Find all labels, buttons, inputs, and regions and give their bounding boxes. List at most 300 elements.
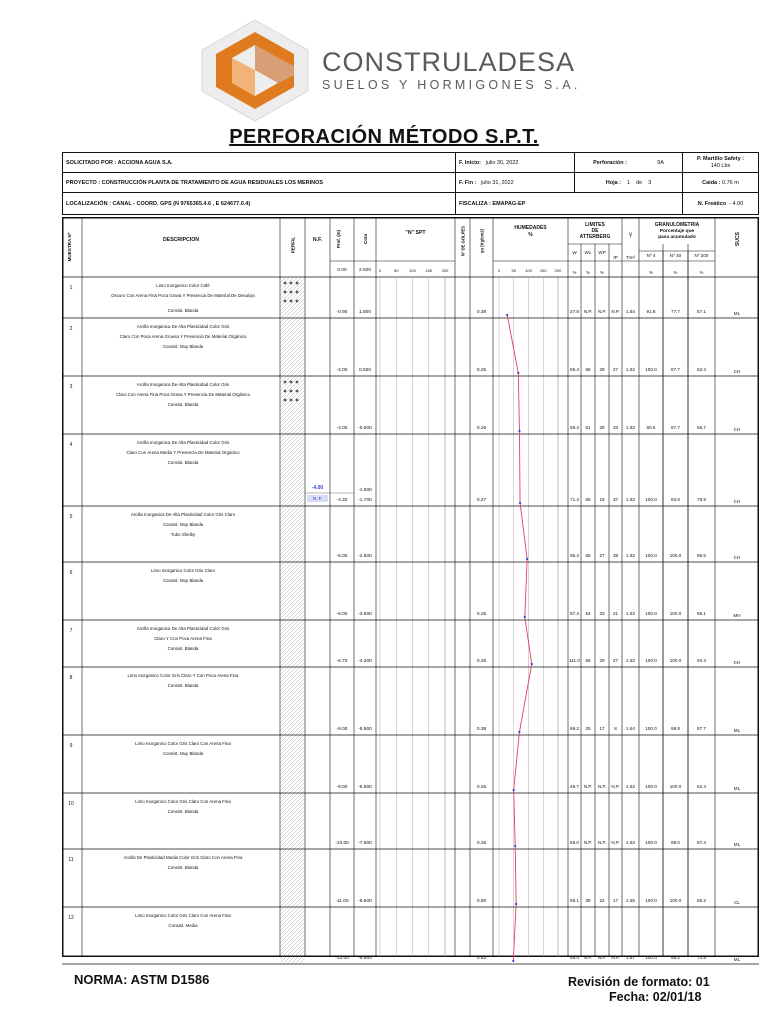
sample-number: 5	[69, 514, 73, 520]
sample-desc: Consist. Blanda	[167, 402, 199, 407]
sample-sucs: CH	[733, 369, 741, 374]
sample-sucs: CL	[734, 900, 740, 905]
sample-gamma: 1.63	[626, 840, 635, 845]
sample-qu: 0.63	[476, 956, 487, 961]
sample-ip: N.P.	[611, 955, 620, 960]
sample-n200: 62.4	[697, 784, 706, 789]
sample-desc: Arcilla Inorganica De Alta Plasticidad Color Gris	[136, 324, 230, 329]
sample-n4: 91.8	[646, 309, 656, 314]
humidity-point	[518, 731, 520, 733]
sample-prof: -11.00	[335, 899, 349, 904]
sample-n40: 87.7	[671, 367, 680, 372]
sample-wl: 54	[585, 611, 591, 616]
sample-desc: Consist. Blanda	[167, 865, 199, 870]
hdr-n200: Nº 200	[694, 253, 709, 258]
sample-qu: 0.27	[476, 498, 487, 503]
company-tagline: SUELOS Y HORMIGONES S.A.	[322, 78, 581, 92]
proyecto: PROYECTO : CONSTRUCCIÓN PLANTA DE TRATAMIENTO DE AGUA RESIDUALES LOS MERINOS	[66, 179, 324, 186]
sample-sucs: ML	[733, 842, 741, 847]
sample-wl: N.P.	[583, 955, 593, 960]
sample-desc: Arcilla Inorganica De Alta Plasticidad Color Gris	[136, 626, 230, 631]
sample-sucs: CH	[733, 499, 741, 504]
sample-cota-extra: -1.500	[358, 488, 372, 493]
hdr-n4: Nº 4	[646, 253, 656, 258]
sample-cota: 1.600	[358, 310, 372, 315]
sample-ip: 17	[612, 898, 619, 903]
sample-desc: Tubo Shelby	[170, 532, 196, 537]
sample-ip: 27	[612, 367, 619, 372]
hdr-wl-pct: %	[586, 270, 590, 275]
hum-tick: 150	[539, 268, 547, 273]
sample-wl: N.P.	[583, 840, 593, 845]
humidity-point	[524, 616, 526, 618]
sample-desc: Consist. Blanda	[167, 460, 199, 465]
sample-cota: -1.700	[358, 498, 372, 503]
sample-w: 58.1	[570, 898, 579, 903]
sample-wp: 22	[599, 898, 605, 903]
sample-number: 8	[69, 675, 73, 681]
sample-desc: Claro Con Arena Media Y Presencia De Material Orgánico	[126, 450, 240, 455]
sample-cota: 0.500	[358, 368, 372, 373]
sample-prof: -9.00	[336, 785, 348, 790]
sample-qu: 0.26	[476, 841, 487, 846]
gravel-dot	[290, 390, 293, 393]
sample-n4: 80.5	[646, 425, 656, 430]
spt-log-table	[62, 217, 759, 962]
sample-n4: 100.0	[645, 611, 657, 616]
nf-depth: -4.00	[311, 485, 324, 491]
sample-n4: 100.0	[645, 784, 657, 789]
sample-w: 95.4	[570, 553, 579, 558]
localizacion: LOCALIZACIÓN : CANAL - COORD. GPS (N 9765365.4.6 , E 624677.0.4)	[66, 200, 251, 207]
sample-w: 87.4	[570, 611, 579, 616]
sample-sucs: ML	[733, 957, 741, 962]
sample-n40: 83.6	[671, 497, 680, 502]
sample-desc: Consist. Muy Blanda	[162, 344, 204, 349]
page-title: PERFORACIÓN MÉTODO S.P.T.	[229, 126, 539, 148]
perforacion: 9A	[657, 159, 664, 166]
gravel-dot	[284, 300, 287, 303]
sample-n200: 96.1	[697, 611, 706, 616]
humidity-point	[514, 845, 516, 847]
sample-cota: -6.500	[358, 785, 372, 790]
sample-desc: Claro Con Arena Fina Poca Grava Y Presencia De Material Orgánico	[115, 392, 251, 397]
company-name: CONSTRULADESA	[322, 47, 576, 77]
gravel-dot	[290, 291, 293, 294]
sample-wp: 33	[599, 611, 605, 616]
sample-wl: 55	[585, 367, 591, 372]
profile-fill	[281, 319, 305, 376]
gravel-dot	[290, 381, 293, 384]
humidity-point	[512, 960, 514, 962]
f-inicio-label: F. Inicio:	[459, 159, 481, 166]
sample-wp: 28	[599, 367, 605, 372]
sample-gamma: 1.63	[626, 658, 635, 663]
sample-w: 65.4	[570, 367, 579, 372]
sample-gamma: 1.62	[626, 611, 635, 616]
sample-ip: 33	[612, 425, 619, 430]
sample-n4: 100.0	[645, 553, 657, 558]
humidity-point	[515, 903, 517, 905]
sample-desc: Arcilla Inorganica De Alta Plasticidad Color Gris	[136, 440, 230, 445]
hdr-prof: Prof. (m)	[336, 229, 341, 249]
profile-fill	[281, 736, 305, 793]
sample-desc: Consist. Blanda	[167, 308, 199, 313]
sample-ip: 21	[612, 611, 619, 616]
spt-tick: 100	[409, 268, 416, 273]
sample-desc: Consist. Media	[168, 923, 198, 928]
humidity-point	[519, 502, 521, 504]
sample-qu: 0.25	[476, 612, 487, 617]
sample-n40: 98.0	[671, 840, 680, 845]
sample-wp: 17	[599, 726, 605, 731]
sample-gamma: 1.64	[626, 726, 635, 731]
sample-wp: N.P.	[597, 840, 607, 845]
sample-wl: 25	[585, 726, 591, 731]
sample-number: 9	[69, 743, 73, 749]
hdr-limites3: ATTERBERG	[579, 234, 611, 240]
caida-label: Caida :	[702, 179, 721, 186]
sample-cota: -5.500	[358, 727, 372, 732]
humidity-point	[526, 558, 528, 560]
hum-tick: 100	[525, 268, 532, 273]
hdr-n200-pct: %	[699, 270, 704, 275]
hdr-n4-pct: %	[649, 270, 653, 275]
gravel-dot	[296, 399, 299, 402]
gravel-dot	[296, 282, 299, 285]
sample-n200: 57.1	[697, 309, 706, 314]
sample-wp: N.P.	[597, 309, 607, 314]
profile-fill	[281, 563, 305, 620]
humidity-point	[517, 372, 519, 374]
f-fin-label: F. Fin :	[459, 179, 477, 186]
freatico-label: N. Freático	[697, 200, 727, 207]
sample-wl: 65	[585, 553, 591, 558]
spt-tick: 50	[394, 268, 399, 273]
profile-fill	[281, 850, 305, 907]
sample-ip: N.P.	[611, 309, 620, 314]
sample-number: 3	[69, 384, 73, 390]
sample-w: 27.8	[570, 309, 579, 314]
sample-desc: Consist. Blanda	[167, 646, 199, 651]
sample-qu: 0.25	[476, 785, 487, 790]
sample-n200: 82.3	[697, 367, 706, 372]
sample-n200: 55.2	[697, 898, 706, 903]
sample-gamma: 1.62	[626, 367, 635, 372]
sample-number: 11	[68, 857, 74, 863]
profile-fill	[281, 377, 305, 434]
sample-cota: -2.500	[358, 554, 372, 559]
sample-ip: 38	[612, 553, 619, 558]
sample-number: 1	[69, 285, 73, 291]
fiscaliza: FISCALIZA : EMAPAG-EP	[459, 200, 526, 207]
hdr-perfil: PERFIL	[290, 236, 296, 254]
hum-tick: 0	[497, 268, 501, 273]
sample-prof: -6.00	[336, 612, 348, 617]
sample-ip: 37	[612, 497, 619, 502]
sample-cota: -9.500	[358, 956, 372, 961]
sample-wl: N.P.	[583, 309, 593, 314]
hdr-golpes: Nº DE GOLPES	[460, 225, 466, 257]
sample-desc: Consist. Muy Blanda	[162, 522, 204, 527]
hdr-cota: Cota	[363, 233, 368, 245]
hdr-n40: Nº 40	[669, 253, 682, 258]
sample-number: 10	[68, 801, 74, 807]
sample-wl: 61	[585, 425, 591, 430]
gravel-dot	[296, 381, 299, 384]
sample-sucs: ML	[733, 728, 741, 733]
hoja-de: de	[636, 179, 643, 186]
sample-number: 12	[68, 915, 74, 921]
sample-n40: 100.0	[669, 611, 682, 616]
humidity-point	[518, 430, 520, 432]
humidity-point	[531, 663, 533, 665]
sample-gamma: 1.62	[626, 784, 635, 789]
hdr-w: W	[572, 250, 577, 255]
sample-wp: 28	[599, 425, 605, 430]
sample-n4: 100.0	[645, 898, 657, 903]
hdr-descripcion: DESCRIPCION	[162, 237, 200, 243]
sample-prof: -3.00	[336, 426, 348, 431]
sample-wp: N.P.	[597, 955, 607, 960]
sample-gamma: 1.65	[626, 898, 635, 903]
sample-desc: Claro Y Con Poca Arena Fina	[154, 636, 212, 641]
sample-w: 111.0	[569, 658, 580, 663]
gravel-dot	[296, 390, 299, 393]
sample-desc: Arcilla Inorganica De Alta Plasticidad Color Gris	[136, 382, 230, 387]
sample-ip: N.P.	[611, 840, 620, 845]
sample-n40: 100.0	[669, 553, 682, 558]
sample-wl: 39	[585, 898, 591, 903]
gravel-dot	[284, 282, 287, 285]
hdr-sucs: SUCS	[735, 232, 741, 246]
caida: 0.76 m	[722, 179, 739, 186]
hdr-limites2: DE	[591, 228, 599, 234]
gravel-dot	[284, 381, 287, 384]
hdr-gran1: GRANULOMETRIA	[654, 222, 700, 228]
sample-desc: Arcilla Inorganica De Alta Plasticidad Color Gris Claro	[130, 512, 236, 517]
sample-wp: 27	[599, 553, 605, 558]
perforacion-label: Perforación :	[593, 159, 628, 166]
hdr-nf: N.F.	[312, 237, 323, 243]
spt-tick: 150	[425, 268, 433, 273]
sample-desc: Limo Inorganico Color Gris Claro Y Con Poca Arena Fina	[127, 673, 239, 678]
sample-sucs: MH	[733, 613, 741, 618]
sample-wl: N.P.	[583, 784, 593, 789]
profile-fill	[281, 507, 305, 562]
sample-desc: Limo Inorganico Color Gris Claro Con Arena Fina	[135, 741, 231, 746]
hdr-n40-pct: %	[673, 270, 678, 275]
sample-wp: 29	[599, 658, 605, 663]
sample-prof: -10.00	[335, 841, 349, 846]
sample-n200: 71.9	[697, 955, 706, 960]
sample-ip: 27	[612, 658, 619, 663]
sample-sucs: CH	[733, 427, 741, 432]
freatico: - 4.00	[729, 200, 744, 207]
top-prof: 0.00	[337, 268, 347, 273]
martillo: 140 Lbs	[710, 162, 731, 169]
top-cota: 2.500	[358, 268, 372, 273]
sample-ip: 8	[614, 726, 617, 731]
hdr-wl: WL	[584, 250, 592, 255]
sample-desc: Consist. Blanda	[167, 683, 199, 688]
sample-gamma: 1.64	[626, 309, 635, 314]
sample-n200: 78.9	[697, 497, 706, 502]
sample-w: 71.4	[570, 497, 579, 502]
sample-desc: Limo Inorganico Color Gris Claro	[151, 568, 215, 573]
hdr-gran2: Porcentaje que	[659, 229, 695, 234]
sample-n4: 100.0	[645, 955, 657, 960]
gravel-dot	[296, 300, 299, 303]
sample-cota: -3.500	[358, 612, 372, 617]
hum-tick: 50	[511, 268, 516, 273]
sample-wp: N.P.	[597, 784, 607, 789]
gravel-dot	[296, 291, 299, 294]
sample-prof: -12.00	[335, 956, 349, 961]
gravel-dot	[284, 291, 287, 294]
gravel-dot	[284, 390, 287, 393]
gravel-dot	[290, 300, 293, 303]
humidity-point	[506, 314, 508, 316]
gravel-dot	[290, 399, 293, 402]
sample-n200: 96.5	[697, 553, 706, 558]
humidity-curve	[507, 315, 532, 961]
sample-qu: 0.50	[476, 899, 487, 904]
sample-n40: 100.0	[669, 898, 682, 903]
sample-cota: -4.200	[358, 659, 372, 664]
sample-cota: -0.500	[358, 426, 372, 431]
profile-fill	[281, 435, 305, 506]
spt-log-svg	[62, 217, 759, 962]
hdr-gamma: γ	[629, 232, 632, 238]
sample-qu: 0.26	[476, 426, 487, 431]
sample-qu: 0.26	[476, 659, 487, 664]
hdr-limites1: LIMITES	[585, 222, 605, 228]
sample-desc: Oscuro Con Arena Fina Poca Grava Y Presencia De Material De Desalojo	[111, 293, 255, 298]
sample-number: 6	[69, 570, 73, 576]
info-header	[62, 152, 759, 215]
hdr-qu: qu (Kg/cm2)	[479, 228, 485, 254]
sample-desc: Limo Inorganico Color Gris Claro Con Arena Fina	[135, 913, 231, 918]
sample-desc: Consist. Blanda	[167, 809, 199, 814]
solicitado: SOLICITADO POR : ACCIONA AGUA S.A.	[66, 159, 173, 166]
sample-desc: Limo Inorganico Color Café	[156, 283, 210, 288]
sample-wl: 56	[585, 658, 591, 663]
sample-n40: 77.7	[671, 309, 680, 314]
sample-gamma: 1.67	[626, 955, 635, 960]
sample-n200: 94.3	[697, 658, 706, 663]
humidity-point	[513, 789, 515, 791]
hoja-total: 3	[648, 179, 652, 186]
spt-tick: 0	[378, 268, 382, 273]
sample-desc: Consist. Muy Blanda	[162, 751, 204, 756]
sample-ip: N.P.	[611, 784, 620, 789]
hdr-wp: WP	[598, 250, 606, 255]
sample-n200: 87.7	[697, 726, 706, 731]
sample-w: 55.0	[570, 840, 579, 845]
sample-gamma: 1.62	[626, 553, 635, 558]
sample-gamma: 1.63	[626, 497, 635, 502]
martillo-label: P. Martillo Safety :	[697, 155, 744, 162]
sample-n40: 67.7	[671, 425, 680, 430]
sample-w: 48.4	[570, 955, 579, 960]
sample-desc: Claro Con Poca Arena Gruesa Y Presencia De Material Orgánico	[119, 334, 247, 339]
sample-prof: -8.00	[336, 727, 348, 732]
sample-gamma: 1.63	[626, 425, 635, 430]
sample-qu: 0.25	[476, 368, 487, 373]
sample-desc: Limo Inorganico Color Gris Claro Con Arena Fina	[135, 799, 231, 804]
sample-n4: 100.0	[645, 840, 657, 845]
fecha: Fecha: 02/01/18	[609, 990, 702, 1004]
brand-block	[322, 48, 581, 92]
sample-desc: Consist. Muy Blanda	[162, 578, 204, 583]
sample-qu: 0.38	[476, 727, 487, 732]
norma: NORMA: ASTM D1586	[74, 972, 210, 987]
f-inicio: julio 30, 2022	[485, 159, 519, 166]
sample-n40: 99.2	[671, 955, 680, 960]
gravel-dot	[290, 282, 293, 285]
hdr-ip: IP	[613, 255, 618, 260]
hdr-w-pct: %	[572, 270, 577, 275]
sample-n4: 100.0	[645, 497, 657, 502]
hoja: 1	[627, 179, 631, 186]
sample-w: 69.2	[570, 726, 579, 731]
revision: Revisión de formato: 01	[568, 975, 710, 989]
sample-number: 4	[69, 442, 73, 448]
sample-n40: 100.0	[669, 784, 682, 789]
sample-sucs: ML	[733, 311, 741, 316]
company-logo	[200, 18, 310, 123]
gravel-dot	[284, 399, 287, 402]
f-fin: julio 31, 2022	[481, 179, 514, 186]
hdr-t: T/m³	[625, 255, 636, 260]
sample-n4: 100.0	[645, 658, 657, 663]
sample-n200: 56.7	[697, 425, 706, 430]
spt-tick: 200	[441, 268, 449, 273]
sample-prof: -5.00	[336, 554, 348, 559]
hdr-muestra: MUESTRA Nº	[67, 232, 72, 262]
sample-number: 7	[69, 628, 73, 634]
hdr-wp-pct: %	[600, 270, 604, 275]
sample-desc: Arcilla De Plasticidad Media Color Gris Claro Con Arena Fina	[123, 855, 243, 860]
profile-fill	[281, 621, 305, 667]
sample-prof: -0.90	[336, 310, 348, 315]
hum-tick: 200	[554, 268, 562, 273]
hdr-nspt: "N" SPT	[405, 230, 426, 236]
sample-wp: 18	[599, 497, 605, 502]
sample-qu: 0.38	[476, 310, 487, 315]
sample-n200: 67.3	[697, 840, 706, 845]
sample-sucs: CH	[733, 555, 741, 560]
sample-w: 69.4	[570, 425, 579, 430]
sample-prof: -6.70	[336, 659, 348, 664]
sample-prof: -2.00	[336, 368, 348, 373]
sample-sucs: CH	[733, 660, 741, 665]
profile-fill	[281, 794, 305, 849]
nf-label: N. F.	[312, 496, 323, 501]
sample-n40: 100.0	[669, 658, 682, 663]
sample-cota: -8.500	[358, 899, 372, 904]
profile-fill	[281, 908, 305, 964]
profile-fill	[281, 668, 305, 735]
sample-number: 2	[69, 326, 73, 332]
sample-n4: 100.0	[645, 367, 657, 372]
hdr-humedades: HUMEDADES	[514, 225, 547, 231]
sample-w: 49.7	[570, 784, 579, 789]
sample-cota: -7.500	[358, 841, 372, 846]
sample-prof: -4.20	[336, 498, 348, 503]
hdr-gran3: pasa acumulado	[658, 235, 696, 240]
